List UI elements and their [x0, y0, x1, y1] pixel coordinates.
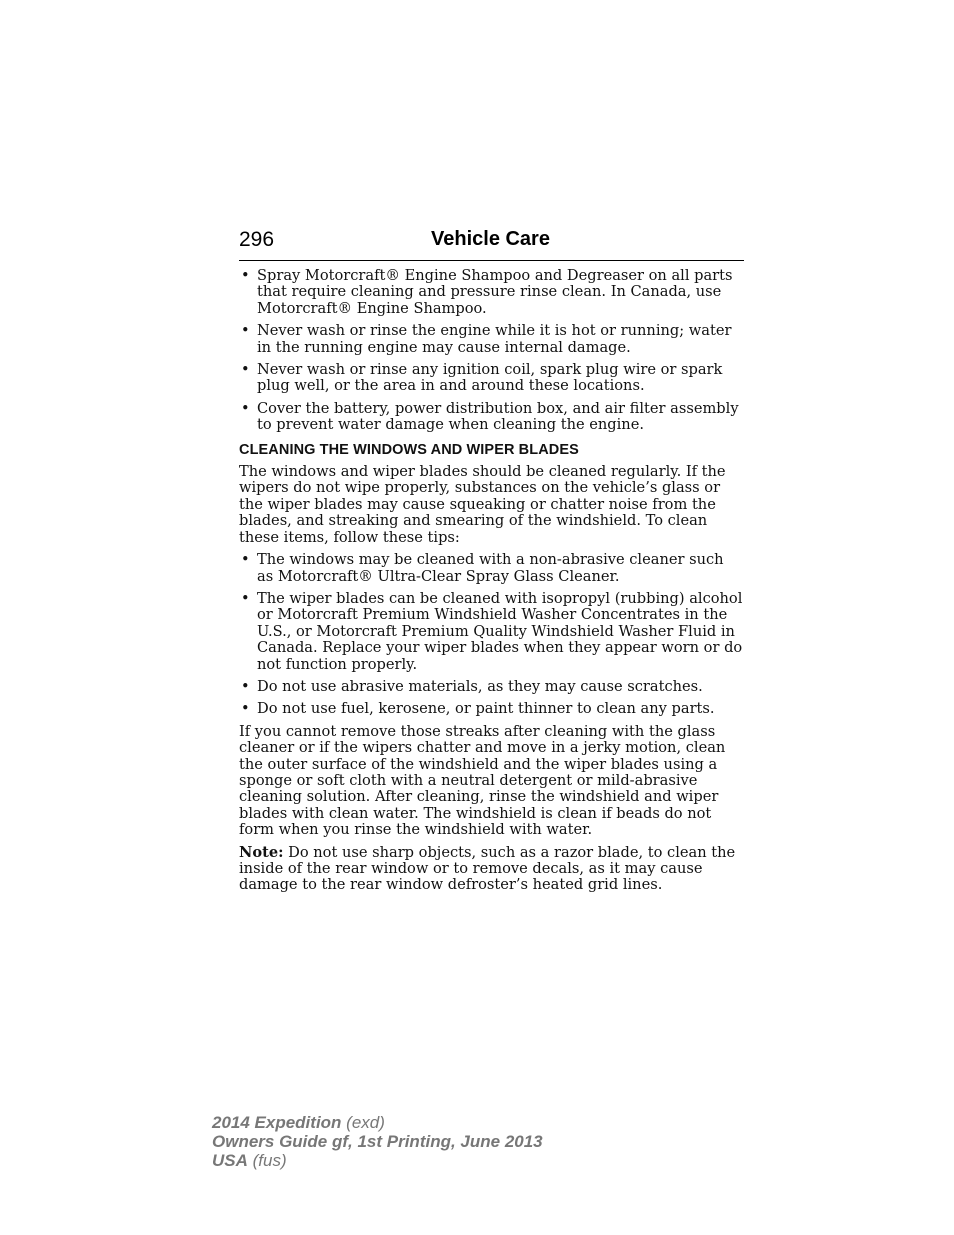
footer-model-code: (exd): [341, 1113, 385, 1132]
document-footer: [212, 1113, 543, 1170]
footer-market-code: (fus): [247, 1151, 287, 1170]
windows-tips-list: [239, 552, 744, 718]
page-header: [239, 228, 744, 261]
footer-guide: Owners Guide gf, 1st Printing, June 2013: [212, 1132, 543, 1151]
page-number: 296: [239, 228, 275, 251]
list-item: • Never wash or rinse any ignition coil, spark plug wire or spark plug well, or the area in and around these locations.: [239, 362, 744, 395]
list-item: • The windows may be cleaned with a non-abrasive cleaner such as Motorcraft® Ultra-Clear Spray Glass Cleaner.: [239, 552, 744, 585]
note-text: Do not use sharp objects, such as a razor blade, to clean the inside of the rear window or to remove decals, as it may cause damage to the rear window defroster’s heated grid lines.: [239, 843, 736, 894]
note-paragraph: [239, 845, 744, 894]
list-item: • Never wash or rinse the engine while it is hot or running; water in the running engine may cause internal damage.: [239, 323, 744, 356]
footer-line-guide: [212, 1132, 543, 1151]
footer-line-model: [212, 1113, 543, 1132]
engine-cleaning-list: [239, 268, 744, 434]
intro-paragraph: The windows and wiper blades should be cleaned regularly. If the wipers do not wipe properly, substances on the vehicle’s glass or the wiper blades may cause squeaking or chatter noise from the blades, and streaking and smearing of the windshield. To clean these items, follow these tips:: [239, 463, 726, 546]
note-label: Note:: [239, 843, 284, 861]
list-item: • Do not use fuel, kerosene, or paint thinner to clean any parts.: [239, 701, 744, 717]
footer-market: USA: [212, 1151, 248, 1170]
footer-line-market: [212, 1151, 543, 1170]
section-heading: CLEANING THE WINDOWS AND WIPER BLADES: [239, 441, 579, 458]
streaks-paragraph: If you cannot remove those streaks after cleaning with the glass cleaner or if the wipers chatter and move in a jerky motion, clean the outer surface of the windshield and the wiper blades using a sponge or soft cloth with a neutral detergent or mild-abrasive cleaning solution. After cleaning, rinse the windshield and wiper blades with clean water. The windshield is clean if beads do not form when you rinse the windshield with water.: [239, 722, 726, 839]
list-item: • Cover the battery, power distribution box, and air filter assembly to prevent water damage when cleaning the engine.: [239, 401, 744, 434]
footer-model: 2014 Expedition: [212, 1113, 342, 1132]
section-title: Vehicle Care: [431, 228, 550, 250]
page-content: [239, 268, 744, 900]
list-item: • The wiper blades can be cleaned with isopropyl (rubbing) alcohol or Motorcraft Premium Windshield Washer Concentrates in the U.S., or Motorcraft Premium Quality Windshield Washer Fluid in Canada. Replace your wiper blades when they appear worn or do not function properly.: [239, 591, 744, 673]
list-item: • Spray Motorcraft® Engine Shampoo and Degreaser on all parts that require cleaning and pressure rinse clean. In Canada, use Motorcraft® Engine Shampoo.: [239, 268, 744, 317]
list-item: • Do not use abrasive materials, as they may cause scratches.: [239, 679, 744, 695]
